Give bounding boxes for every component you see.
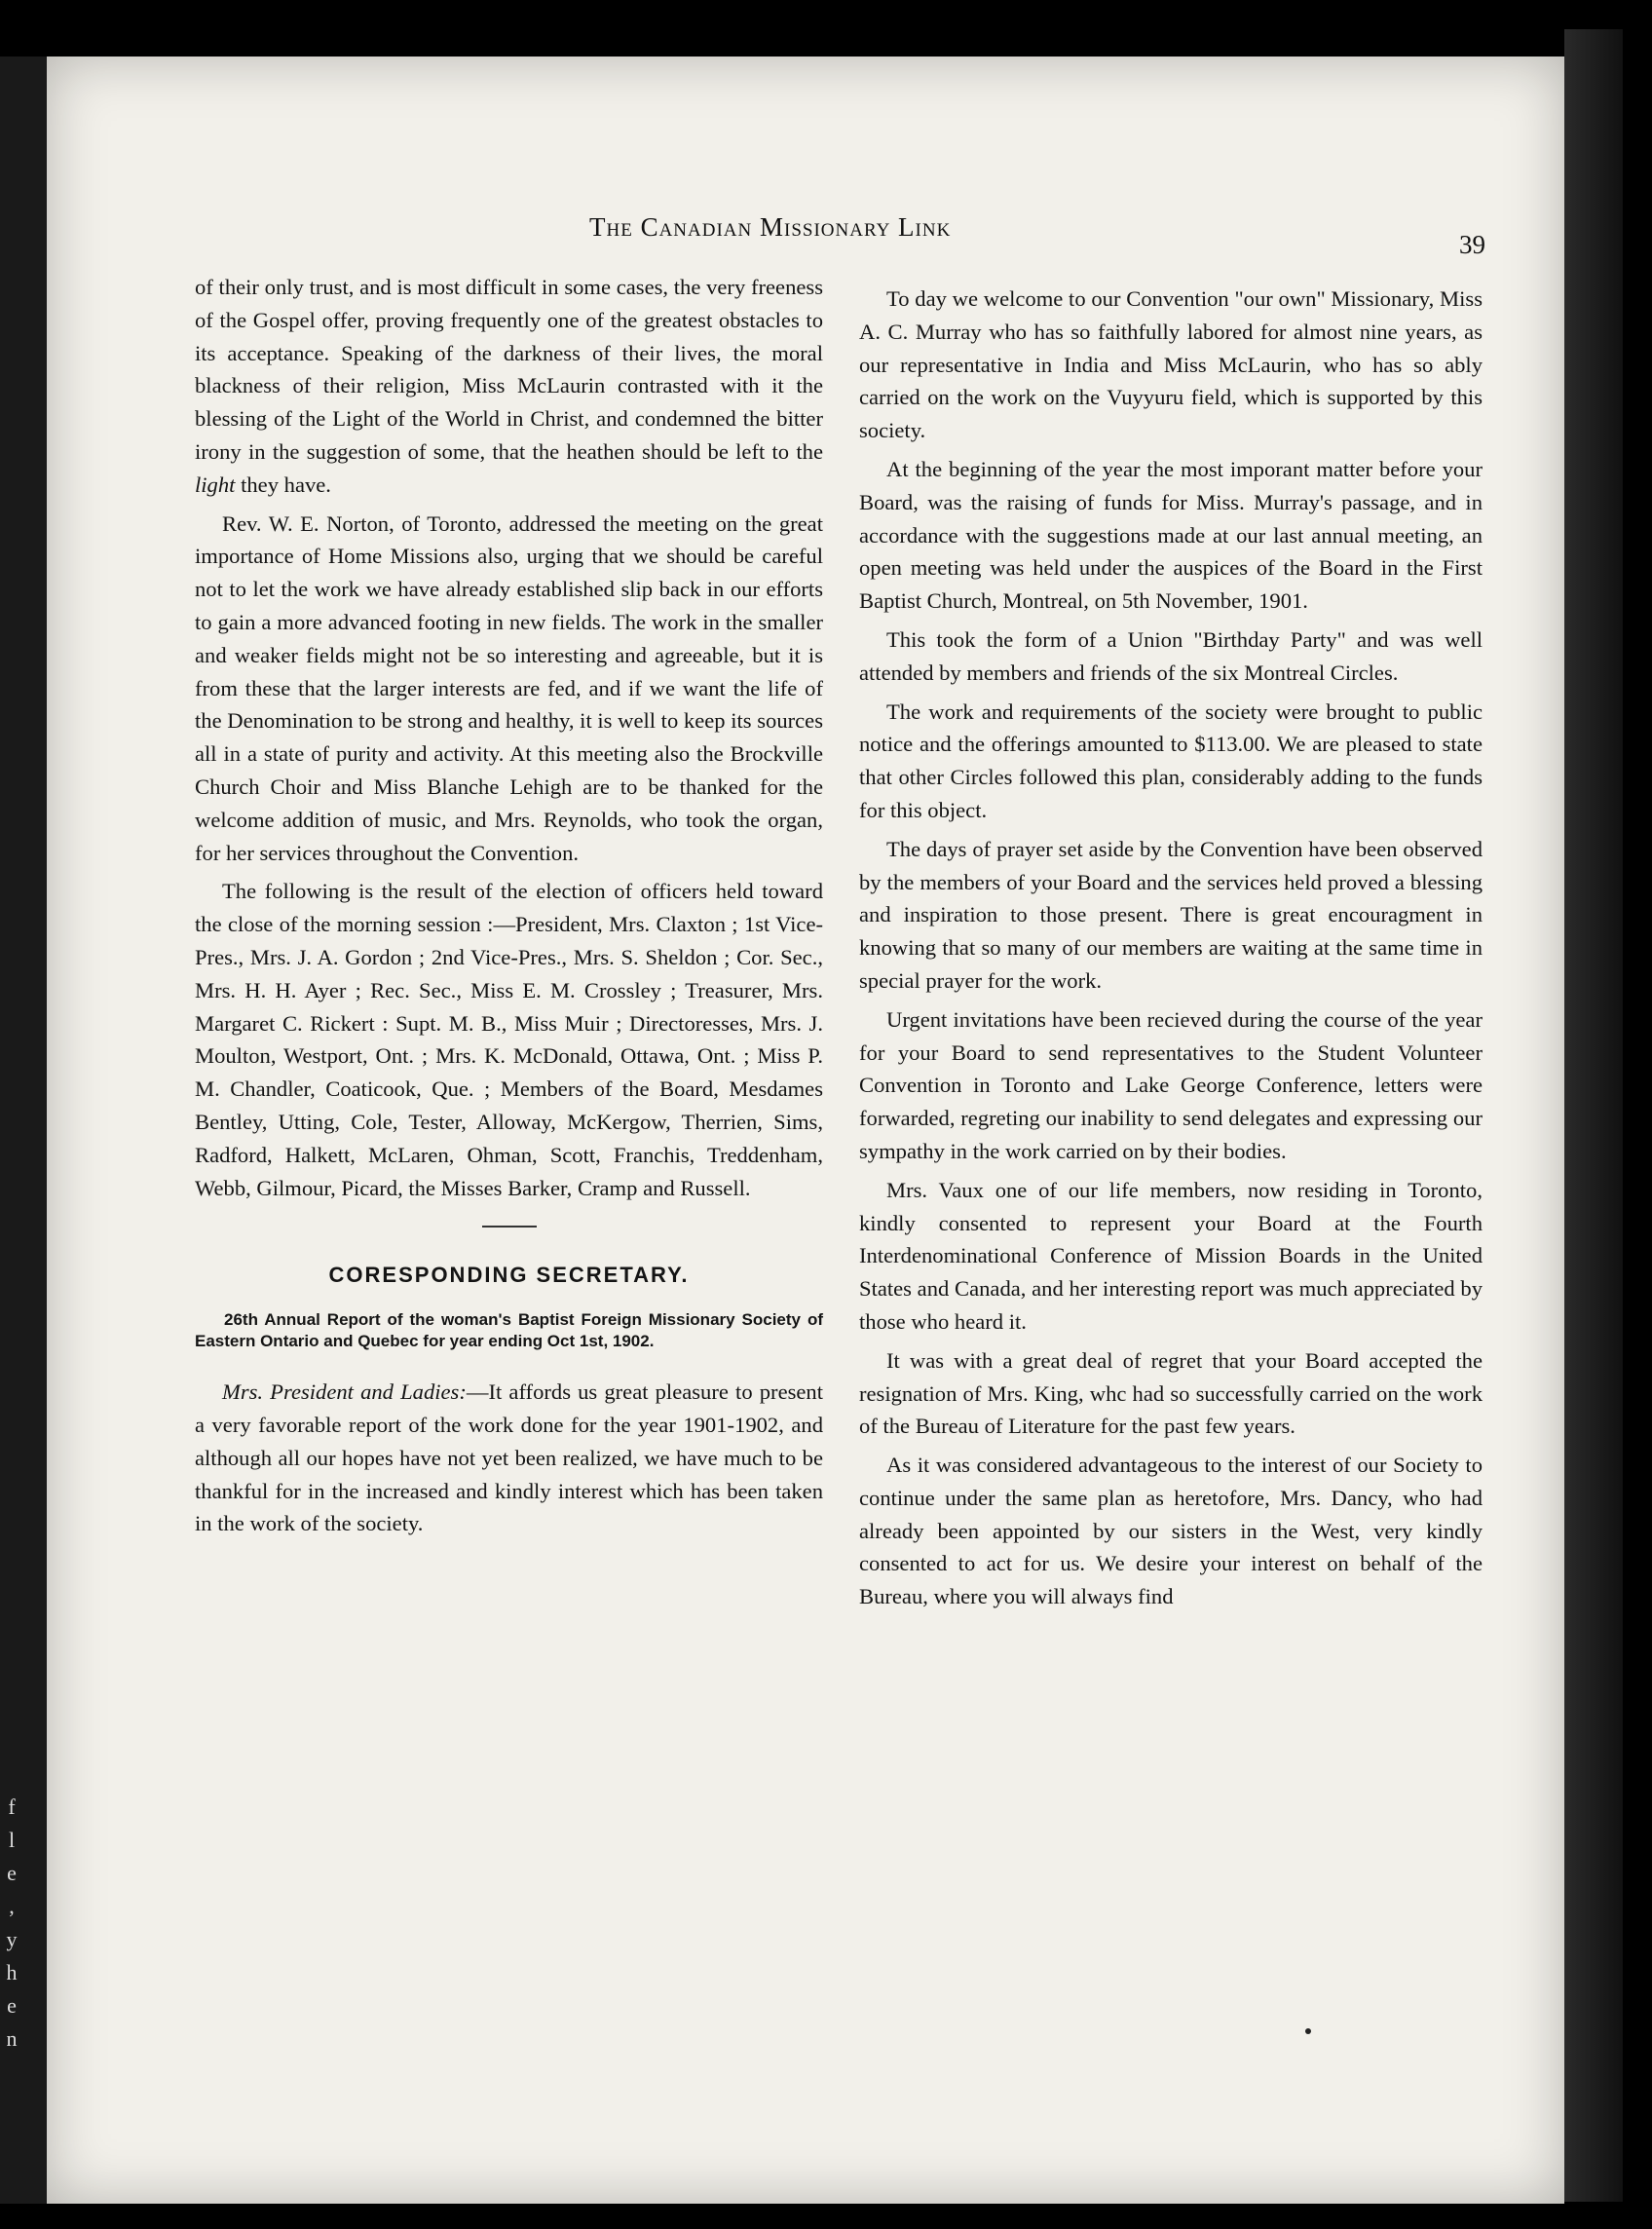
- margin-letter: e: [7, 1861, 17, 1885]
- paragraph: Urgent invitations have been recieved during the course of the year for your Board to send representatives to the Student Volunteer Convention in Toronto and Lake George Conference, letters were forwarded, regreting our inability to send delegates and expressing our sympathy in the work carried on by their bodies.: [859, 1006, 1483, 1163]
- paragraph: of their only trust, and is most difficult in some cases, the very freeness of the Gospel offer, proving frequently one of the greatest obstacles to its acceptance. Speaking of the darkness of their lives, the moral blackness of their religion, Miss McLaurin contrasted with it the blessing of the Light of the World in Christ, and condemned the bitter irony in the suggestion of some, that the heathen should be left to the light they have.: [195, 275, 823, 497]
- paragraph: The work and requirements of the society were brought to public notice and the offerings amounted to $113.00. We are pleased to state that other Circles followed this plan, considerably adding to the funds for this object.: [859, 699, 1483, 822]
- paragraph: At the beginning of the year the most imporant matter before your Board, was the raising of funds for Miss. Murray's passage, and in accordance with the suggestions made at our last annual meeting, an open meeting was held under the auspices of the Board in the First Baptist Church, Montreal, on 5th November, 1901.: [859, 456, 1483, 614]
- ink-speck: [1305, 2028, 1311, 2034]
- paragraph: Mrs. Vaux one of our life members, now residing in Toronto, kindly consented to represent your Board at the Fourth Interdenominational Conference of Mission Boards in the United States and Canada, and her interesting report was much appreciated by those who heard it.: [859, 1177, 1483, 1334]
- paragraph: As it was considered advantageous to the interest of our Society to continue under the same plan as heretofore, Mrs. Dancy, who had already been appointed by our sisters in the West, very kindly consented to act for us. We desire your interest on behalf of the Bureau, where you will always find: [859, 1453, 1483, 1609]
- margin-letter: n: [6, 2026, 18, 2051]
- section-heading: CORESPONDING SECRETARY.: [328, 1263, 690, 1288]
- margin-letter: h: [6, 1960, 18, 1984]
- margin-letter: y: [6, 1927, 18, 1951]
- paragraph: The following is the result of the election of officers held toward the close of the morning session :—President, Mrs. Claxton ; 1st Vice-Pres., Mrs. J. A. Gordon ; 2nd Vice-Pres., Mrs. S. Sheldon ; Cor. Sec., Mrs. H. H. Ayer ; Rec. Sec., Miss E. M. Crossley ; Treasurer, Mrs. Margaret C. Rickert : Supt. M. B., Miss Muir ; Directoresses, Mrs. J. Moulton, Westport, Ont. ; Mrs. K. McDonald, Ottawa, Ont. ; Miss P. M. Chandler, Coaticook, Que. ; Members of the Board, Mesdames Bentley, Utting, Cole, Tester, Alloway, McKergow, Therrien, Sims, Radford, Halkett, McLaren, Ohman, Scott, Franchis, Treddenham, Webb, Gilmour, Picard, the Misses Barker, Cramp and Russell.: [195, 879, 823, 1200]
- previous-page-edge: [0, 57, 47, 2204]
- emphasis: light: [195, 472, 236, 497]
- paragraph: To day we welcome to our Convention "our own" Missionary, Miss A. C. Murray who has so faithfully labored for almost nine years, as our representative in India and Miss McLaurin, who has so ably carried on the work on the Vuyyuru field, which is supported by this society.: [859, 286, 1483, 443]
- report-caption: 26th Annual Report of the woman's Baptist Foreign Missionary Society of Eastern Ontario and Quebec for year ending Oct 1st, 1902.: [195, 1310, 823, 1351]
- paragraph: This took the form of a Union "Birthday Party" and was well attended by members and friends of the six Montreal Circles.: [859, 626, 1483, 685]
- salutation: Mrs. President and Ladies:: [222, 1379, 467, 1405]
- paragraph: Rev. W. E. Norton, of Toronto, addressed the meeting on the great importance of Home Missions also, urging that we should be careful not to let the work we have already established slip back in our efforts to gain a more advanced footing in new fields. The work in the smaller and weaker fields might not be so interesting and agreeable, but it is from these that the larger interests are fed, and if we want the life of the Denomination to be strong and healthy, it is well to keep its sources all in a state of purity and activity. At this meeting also the Brockville Church Choir and Miss Blanche Lehigh are to be thanked for the welcome addition of music, and Mrs. Reynolds, who took the organ, for her services throughout the Convention.: [195, 510, 823, 865]
- page-number: 39: [1459, 230, 1485, 259]
- paragraph: It was with a great deal of regret that your Board accepted the resignation of Mrs. King, whc had so successfully carried on the work of the Bureau of Literature for the past few years.: [859, 1347, 1483, 1439]
- margin-letter: e: [7, 1993, 17, 2018]
- paragraph: The days of prayer set aside by the Convention have been observed by the members of your Board and the services held proved a blessing and inspiration to those present. There is great encouragment in knowing that so many of our members are waiting at the same time in special prayer for the work.: [859, 836, 1483, 993]
- margin-letter: l: [8, 1828, 16, 1852]
- left-column: [195, 271, 823, 1546]
- margin-letter: f: [8, 1795, 16, 1819]
- right-column: [859, 283, 1483, 1619]
- margin-letter: ,: [9, 1894, 15, 1918]
- section-divider: [482, 1226, 537, 1228]
- book-page-edges: [1564, 29, 1623, 2202]
- running-header-title: The Canadian Missionary Link: [589, 212, 952, 242]
- paragraph: Mrs. President and Ladies:—It affords us great pleasure to present a very favorable report of the work done for the year 1901-1902, and although all our hopes have not yet been realized, we have much to be thankful for in the increased and kindly interest which has been taken in the work of the society.: [195, 1379, 823, 1536]
